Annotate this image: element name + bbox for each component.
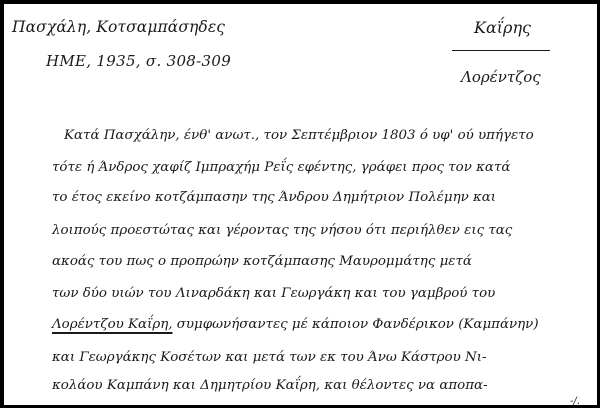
body-line-7 xyxy=(52,317,539,332)
continuation-mark: -/. xyxy=(570,396,580,405)
body-line-5: ακοάς του πως ο προπρώην κοτζάμπασης Μαυρομμάτης μετά xyxy=(52,254,472,269)
index-card xyxy=(4,4,597,405)
body-line-1: Κατά Πασχάλην, ένθ' ανωτ., τον Σεπτέμβριον 1803 ό υφ' ού υπήγετο xyxy=(64,128,534,143)
body-line-2: τότε ή Άνδρος χαφίζ Ιμπραχήμ Ρεΐς εφέντης, γράφει προς τον κατά xyxy=(52,160,511,175)
body-line-7-rest: συμφωνήσαντες μέ κάποιον Φανδέρικον (Καμπάνην) xyxy=(172,317,539,332)
body-line-6: των δύο υιών του Λιναρδάκη και Γεωργάκη και του γαμβρού του xyxy=(52,286,496,301)
surname-heading: Καΐρης xyxy=(474,18,531,37)
reference-source: ΗΜΕ, 1935, σ. 308-309 xyxy=(46,52,232,70)
surname-underline-rule xyxy=(452,50,550,51)
given-name: Λορέντζος xyxy=(461,68,541,86)
body-line-9: κολάου Καμπάνη και Δημητρίου Καΐρη, και θέλοντες να αποπα- xyxy=(52,378,488,393)
body-line-8: και Γεωργάκης Κοσέτων και μετά των εκ του Άνω Κάστρου Νι- xyxy=(52,350,487,365)
reference-author: Πασχάλη, Κοτσαμπάσηδες xyxy=(12,18,226,36)
body-line-4: λοιπούς προεστώτας και γέροντας της νήσου ότι περιήλθεν εις τας xyxy=(52,223,513,238)
body-line-3: το έτος εκείνο κοτζάμπασην της Άνδρου Δημήτριον Πολέμην και xyxy=(52,190,497,205)
underlined-name: Λορέντζου Καΐρη, xyxy=(52,317,173,332)
